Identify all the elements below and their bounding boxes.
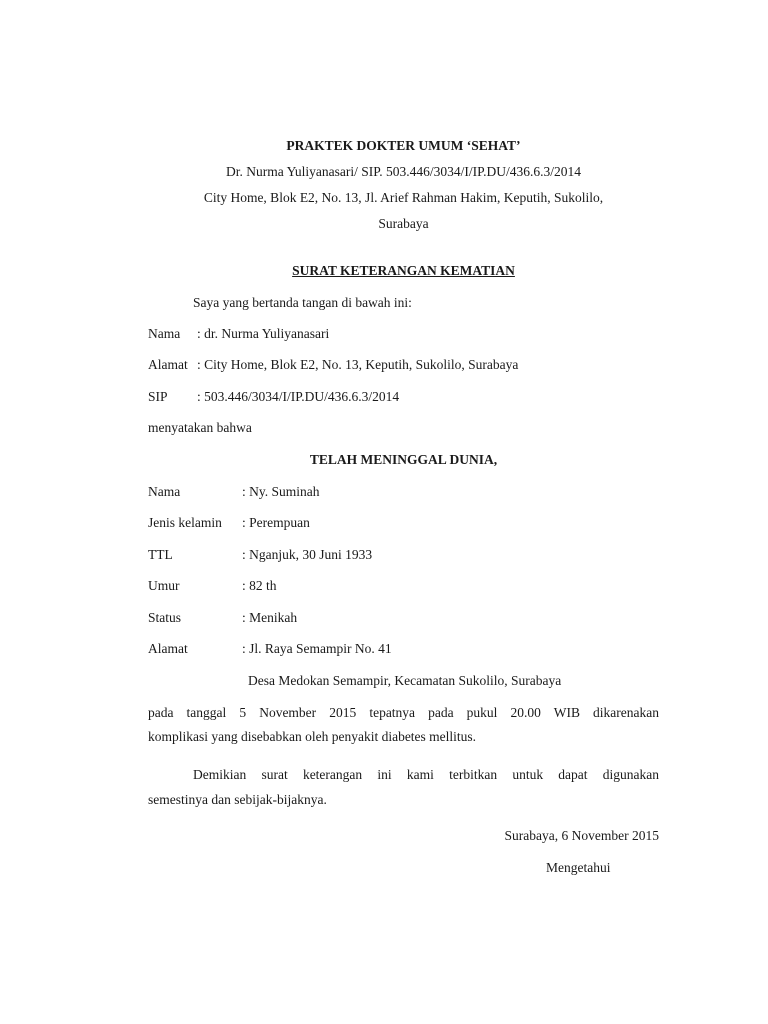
deceased-address-value: : Jl. Raya Semampir No. 41 (242, 641, 392, 656)
deceased-birth-value: : Nganjuk, 30 Juni 1933 (242, 547, 373, 562)
intro-text: Saya yang bertanda tangan di bawah ini: (193, 295, 412, 310)
signer-address-label: Alamat (148, 357, 188, 372)
deceased-status-label: Status (148, 610, 182, 625)
death-statement-line1: pada tanggal 5 November 2015 tepatnya pada pukul 20.00 WIB dikarenakan (148, 705, 659, 720)
clinic-name: PRAKTEK DOKTER UMUM ‘SEHAT’ (286, 138, 521, 153)
clinic-address-line1: City Home, Blok E2, No. 13, Jl. Arief Rahman Hakim, Keputih, Sukolilo, (203, 190, 604, 205)
letter-title (148, 263, 659, 279)
signer-sip-value: : 503.446/3034/I/IP.DU/436.6.3/2014 (197, 389, 400, 404)
deceased-gender-value: : Perempuan (242, 515, 310, 530)
closing-line2: semestinya dan sebijak-bijaknya. (148, 792, 327, 807)
signer-name-label: Nama (148, 326, 181, 341)
deceased-heading: TELAH MENINGGAL DUNIA, (309, 452, 498, 467)
deceased-gender-label: Jenis kelamin (148, 515, 222, 530)
signer-name-value: : dr. Nurma Yuliyanasari (197, 326, 330, 341)
death-statement-line2: komplikasi yang disebabkan oleh penyakit diabetes mellitus. (148, 729, 477, 744)
place-date: Surabaya, 6 November 2015 (504, 828, 659, 843)
deceased-age-value: : 82 th (242, 578, 277, 593)
declares-text: menyatakan bahwa (148, 420, 252, 435)
deceased-age-label: Umur (148, 578, 180, 593)
deceased-birth-label: TTL (148, 547, 173, 562)
deceased-name-label: Nama (148, 484, 181, 499)
deceased-name-value: : Ny. Suminah (242, 484, 320, 499)
closing-line1: Demikian surat keterangan ini kami terbitkan untuk dapat digunakan (193, 767, 659, 782)
clinic-address-line2: Surabaya (378, 216, 429, 231)
letter-title-text: SURAT KETERANGAN KEMATIAN (292, 263, 515, 278)
deceased-status-value: : Menikah (242, 610, 298, 625)
acknowledged-label: Mengetahui (546, 860, 611, 875)
signer-sip-label: SIP (148, 389, 168, 404)
deceased-address-continued: Desa Medokan Semampir, Kecamatan Sukolilo, Surabaya (248, 673, 562, 688)
doctor-line: Dr. Nurma Yuliyanasari/ SIP. 503.446/3034/I/IP.DU/436.6.3/2014 (226, 164, 581, 179)
deceased-address-label: Alamat (148, 641, 188, 656)
signer-address-value: : City Home, Blok E2, No. 13, Keputih, Sukolilo, Surabaya (197, 357, 519, 372)
